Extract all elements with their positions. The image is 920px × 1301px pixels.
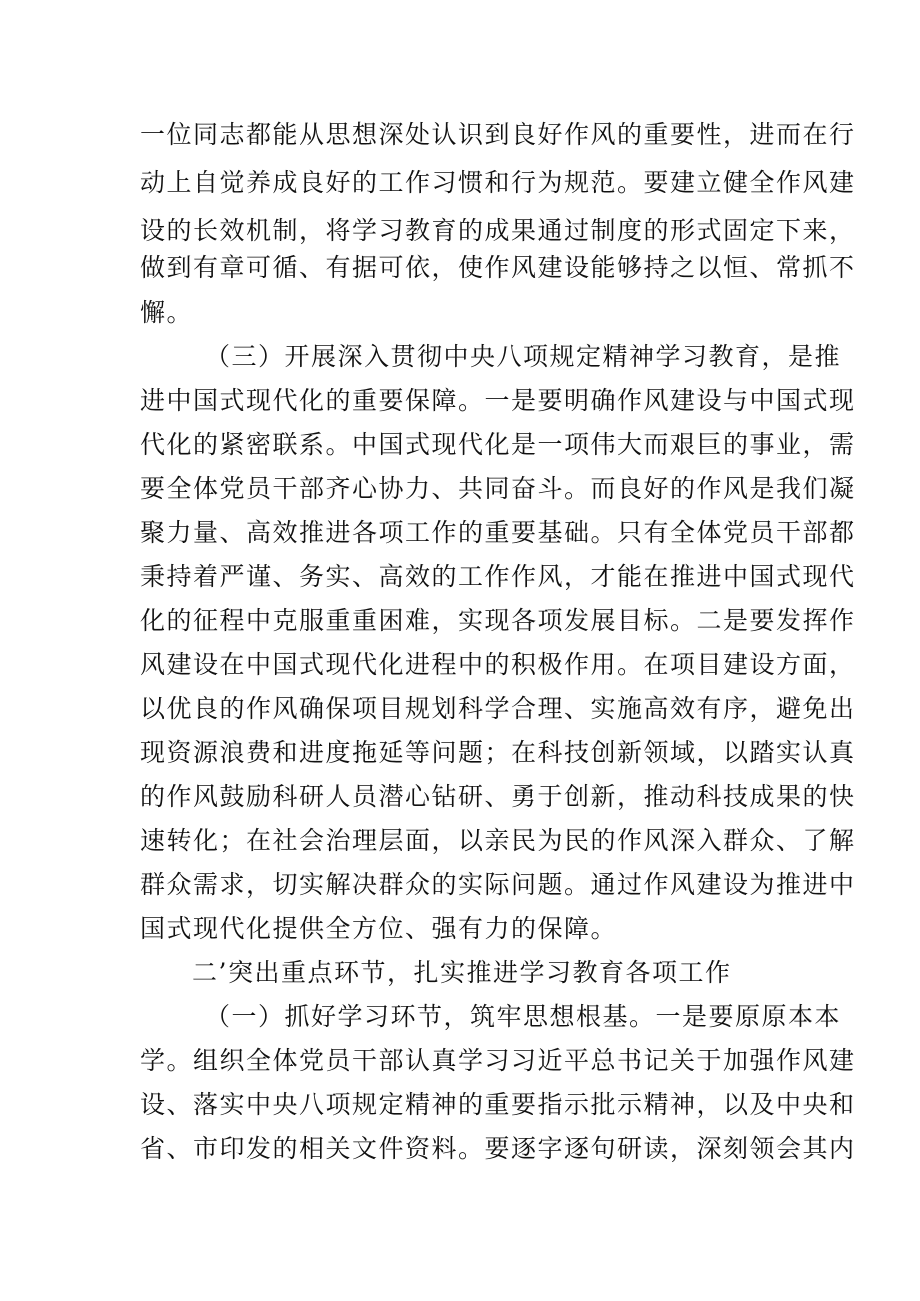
text-line: 现资源浪费和进度拖延等问题；在科技创新领域，以踏实认真 bbox=[140, 738, 856, 767]
text-line: 群众需求，切实解决群众的实际问题。通过作风建设为推进中 bbox=[140, 870, 856, 899]
section-heading: 二’突出重点环节，扎实推进学习教育各项工作 bbox=[192, 958, 732, 987]
text-line: 设的长效机制，将学习教育的成果通过制度的形式固定下来， bbox=[140, 216, 856, 245]
text-line: 风建设在中国式现代化进程中的积极作用。在项目建设方面， bbox=[140, 650, 856, 679]
text-line: 要全体党员干部齐心协力、共同奋斗。而良好的作风是我们凝 bbox=[140, 474, 856, 503]
text-line: 省、市印发的相关文件资料。要逐字逐句研读，深刻领会其内 bbox=[140, 1134, 856, 1163]
text-line: 做到有章可循、有据可依，使作风建设能够持之以恒、常抓不 bbox=[140, 253, 856, 282]
text-line: 代化的紧密联系。中国式现代化是一项伟大而艰巨的事业，需 bbox=[140, 430, 856, 459]
text-line: 聚力量、高效推进各项工作的重要基础。只有全体党员干部都 bbox=[140, 518, 856, 547]
text-line: 进中国式现代化的重要保障。一是要明确作风建设与中国式现 bbox=[140, 386, 856, 415]
text-line: 国式现代化提供全方位、强有力的保障。 bbox=[140, 914, 618, 943]
text-line: 动上自觉养成良好的工作习惯和行为规范。要建立健全作风建 bbox=[140, 168, 856, 197]
text-line: 秉持着严谨、务实、高效的工作作风，才能在推进中国式现代 bbox=[140, 562, 856, 591]
paragraph-heading-line: （三）开展深入贯彻中央八项规定精神学习教育，是推 bbox=[205, 342, 842, 371]
text-line: 以优良的作风确保项目规划科学合理、实施高效有序，避免出 bbox=[140, 694, 856, 723]
text-line: 化的征程中克服重重困难，实现各项发展目标。二是要发挥作 bbox=[140, 606, 856, 635]
text-line: 懈。 bbox=[140, 298, 194, 327]
paragraph-heading-line: （一）抓好学习环节，筑牢思想根基。一是要原原本本 bbox=[205, 1002, 842, 1031]
text-line: 设、落实中央八项规定精神的重要指示批示精神，以及中央和 bbox=[140, 1090, 856, 1119]
text-line: 的作风鼓励科研人员潜心钻研、勇于创新，推动科技成果的快 bbox=[140, 782, 856, 811]
text-line: 一位同志都能从思想深处认识到良好作风的重要性，进而在行 bbox=[140, 120, 856, 149]
text-line: 速转化；在社会治理层面，以亲民为民的作风深入群众、了解 bbox=[140, 826, 856, 855]
text-line: 学。组织全体党员干部认真学习习近平总书记关于加强作风建 bbox=[140, 1046, 856, 1075]
